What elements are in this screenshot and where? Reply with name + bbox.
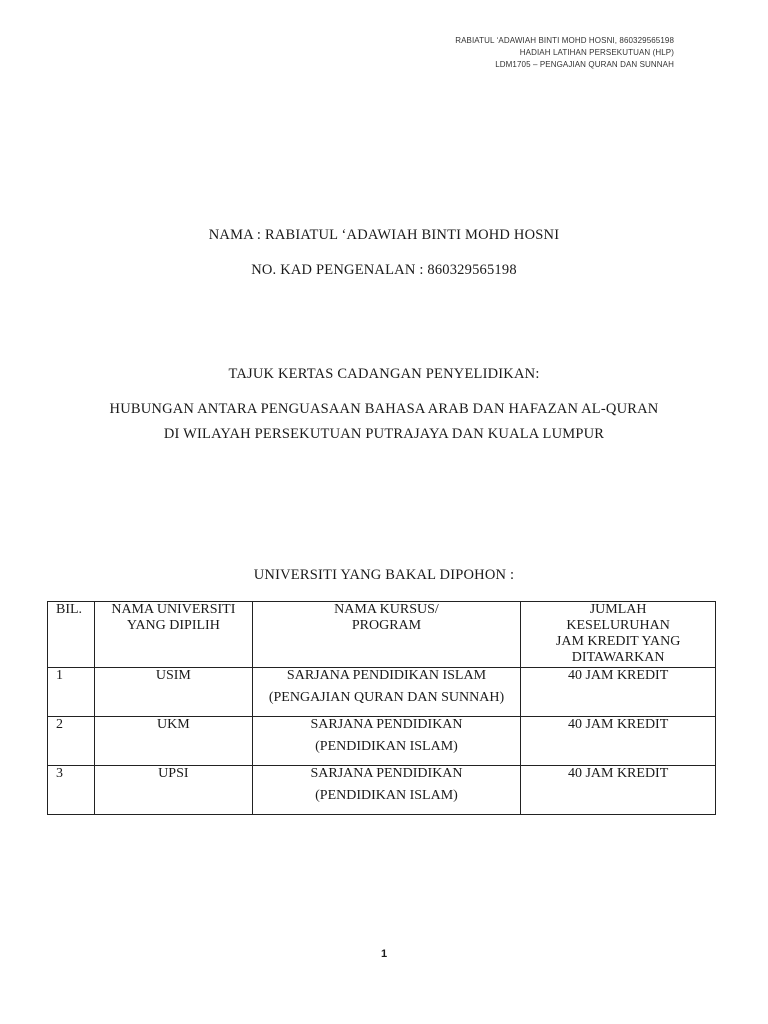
row-bil: 3 — [48, 766, 95, 815]
header-author-line: RABIATUL ‘ADAWIAH BINTI MOHD HOSNI, 860329565198 — [455, 36, 674, 45]
row-university: USIM — [94, 668, 252, 717]
row-credit-hours: 40 JAM KREDIT — [521, 668, 716, 717]
row-university: UKM — [94, 717, 252, 766]
running-header — [455, 35, 674, 71]
universities-table — [47, 601, 716, 815]
header-university: NAMA UNIVERSITI YANG DIPILIH — [94, 602, 252, 668]
proposal-label: TAJUK KERTAS CADANGAN PENYELIDIKAN: — [228, 366, 540, 382]
header-course-line: LDM1705 – PENGAJIAN QURAN DAN SUNNAH — [495, 60, 674, 69]
universities-heading: UNIVERSITI YANG BAKAL DIPOHON : — [253, 567, 515, 583]
student-ic-number: NO. KAD PENGENALAN : 860329565198 — [251, 262, 517, 278]
row-bil: 1 — [48, 668, 95, 717]
row-university: UPSI — [94, 766, 252, 815]
table-row — [48, 668, 716, 717]
proposal-title-line2: DI WILAYAH PERSEKUTUAN PUTRAJAYA DAN KUALA LUMPUR — [163, 426, 605, 442]
student-name: NAMA : RABIATUL ‘ADAWIAH BINTI MOHD HOSNI — [208, 227, 560, 243]
table-row — [48, 717, 716, 766]
row-program: SARJANA PENDIDIKAN (PENDIDIKAN ISLAM) — [252, 766, 520, 815]
table-header-row — [48, 602, 716, 668]
header-bil: BIL. — [48, 602, 95, 668]
header-program-line: HADIAH LATIHAN PERSEKUTUAN (HLP) — [519, 48, 674, 57]
row-program: SARJANA PENDIDIKAN (PENDIDIKAN ISLAM) — [252, 717, 520, 766]
header-program: NAMA KURSUS/ PROGRAM — [252, 602, 520, 668]
header-credit-hours: JUMLAH KESELURUHAN JAM KREDIT YANG DITAWARKAN — [521, 602, 716, 668]
table-row — [48, 766, 716, 815]
row-bil: 2 — [48, 717, 95, 766]
row-program: SARJANA PENDIDIKAN ISLAM (PENGAJIAN QURAN DAN SUNNAH) — [252, 668, 520, 717]
row-credit-hours: 40 JAM KREDIT — [521, 717, 716, 766]
proposal-title-line1: HUBUNGAN ANTARA PENGUASAAN BAHASA ARAB DAN HAFAZAN AL-QURAN — [109, 401, 659, 417]
page-number: 1 — [380, 948, 388, 960]
row-credit-hours: 40 JAM KREDIT — [521, 766, 716, 815]
